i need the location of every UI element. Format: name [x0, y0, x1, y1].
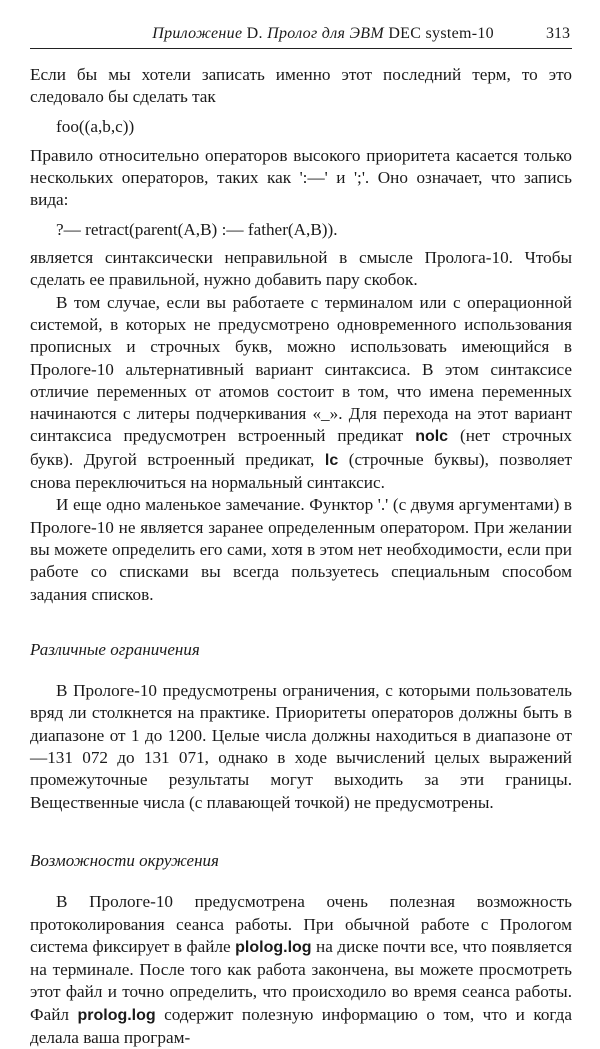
paragraph-7-text-b: на диске почти все, что появляется на терминале. После того как работа закончена, вы можете просмотреть этот файл и точно определить, что происходило во время сеанса работы. Файл: [30, 936, 573, 1024]
filename-prolog-log: prolog.log: [77, 1006, 156, 1024]
running-header: [30, 22, 572, 49]
section-heading-environment: Возможности окружения: [30, 850, 219, 870]
paragraph-4-text-c: (строчные буквы), позволяет снова переключиться на нормальный синтаксис.: [30, 449, 573, 493]
keyword-lc: lc: [324, 451, 339, 469]
paragraph-7: [30, 891, 572, 1049]
keyword-nolc: nolc: [415, 428, 449, 446]
filename-plolog-log: plolog.log: [235, 938, 312, 956]
page-body: [30, 64, 572, 1049]
running-title: [152, 24, 494, 44]
page-number: 313: [546, 25, 570, 42]
paragraph-6: В Прологе-10 предусмотрены ограничения, с которыми пользователь вряд ли столкнется на практике. Приоритеты операторов должны быть в диапазоне от 1 до 1200. Целые числа должны находиться в диапазоне от —131 072 до 131 071, однако в ходе вычислений целых выражений промежуточные результаты могут выходить за эти границы. Вещественные числа (с плавающей точкой) не предусмотрены.: [30, 681, 572, 812]
section-heading-limits: Различные ограничения: [30, 639, 200, 659]
running-title-system: DEC system-10: [388, 25, 494, 42]
code-example-1: foo((a,b,c)): [56, 116, 135, 136]
paragraph-4: [30, 292, 572, 495]
paragraph-3: является синтаксически неправильной в смысле Пролога-10. Чтобы сделать ее правильной, нужно добавить пару скобок.: [30, 248, 572, 290]
running-title-middle: Пролог для ЭВМ: [267, 25, 384, 42]
paragraph-2: Правило относительно операторов высокого приоритета касается только нескольких операторов, таких как ':—' и ';'. Оно означает, что запись вида:: [30, 145, 572, 210]
running-title-prefix: Приложение: [152, 25, 243, 42]
paragraph-4-text-b: (нет строчных букв). Другой встроенный предикат,: [30, 426, 573, 469]
running-title-appendix-letter: D.: [246, 25, 263, 42]
paragraph-7-text-a: В Прологе-10 предусмотрена очень полезная возможность протоколирования сеанса работы. При обычной работе с Прологом система фиксирует в файле: [30, 892, 572, 956]
paragraph-1: Если бы мы хотели записать именно этот последний терм, то это следовало бы сделать так: [30, 65, 572, 107]
paragraph-7-text-c: содержит полезную информацию о том, что и когда делала ваша програм-: [30, 1004, 572, 1047]
paragraph-4-text-a: В том случае, если вы работаете с терминалом или с операционной системой, в которых не предусмотрено одновременного использования прописных и строчных букв, можно использовать имеющийся в Прологе-10 альтернативный вариант синтаксиса. В этом синтаксисе отличие переменных от атомов состоит в том, что имена переменных начинаются с литеры подчеркивания «_». Для перехода на этот вариант синтаксиса предусмотрен встроенный предикат: [30, 292, 572, 446]
code-example-2: ?— retract(parent(A,B) :— father(A,B)).: [56, 219, 338, 239]
paragraph-5: И еще одно маленькое замечание. Функтор '.' (с двумя аргументами) в Прологе-10 не является заранее определенным оператором. При желании вы можете определить его сами, хотя в этом нет необходимости, если при работе со списками вы всегда пользуетесь специальным способом задания списков.: [30, 495, 572, 604]
